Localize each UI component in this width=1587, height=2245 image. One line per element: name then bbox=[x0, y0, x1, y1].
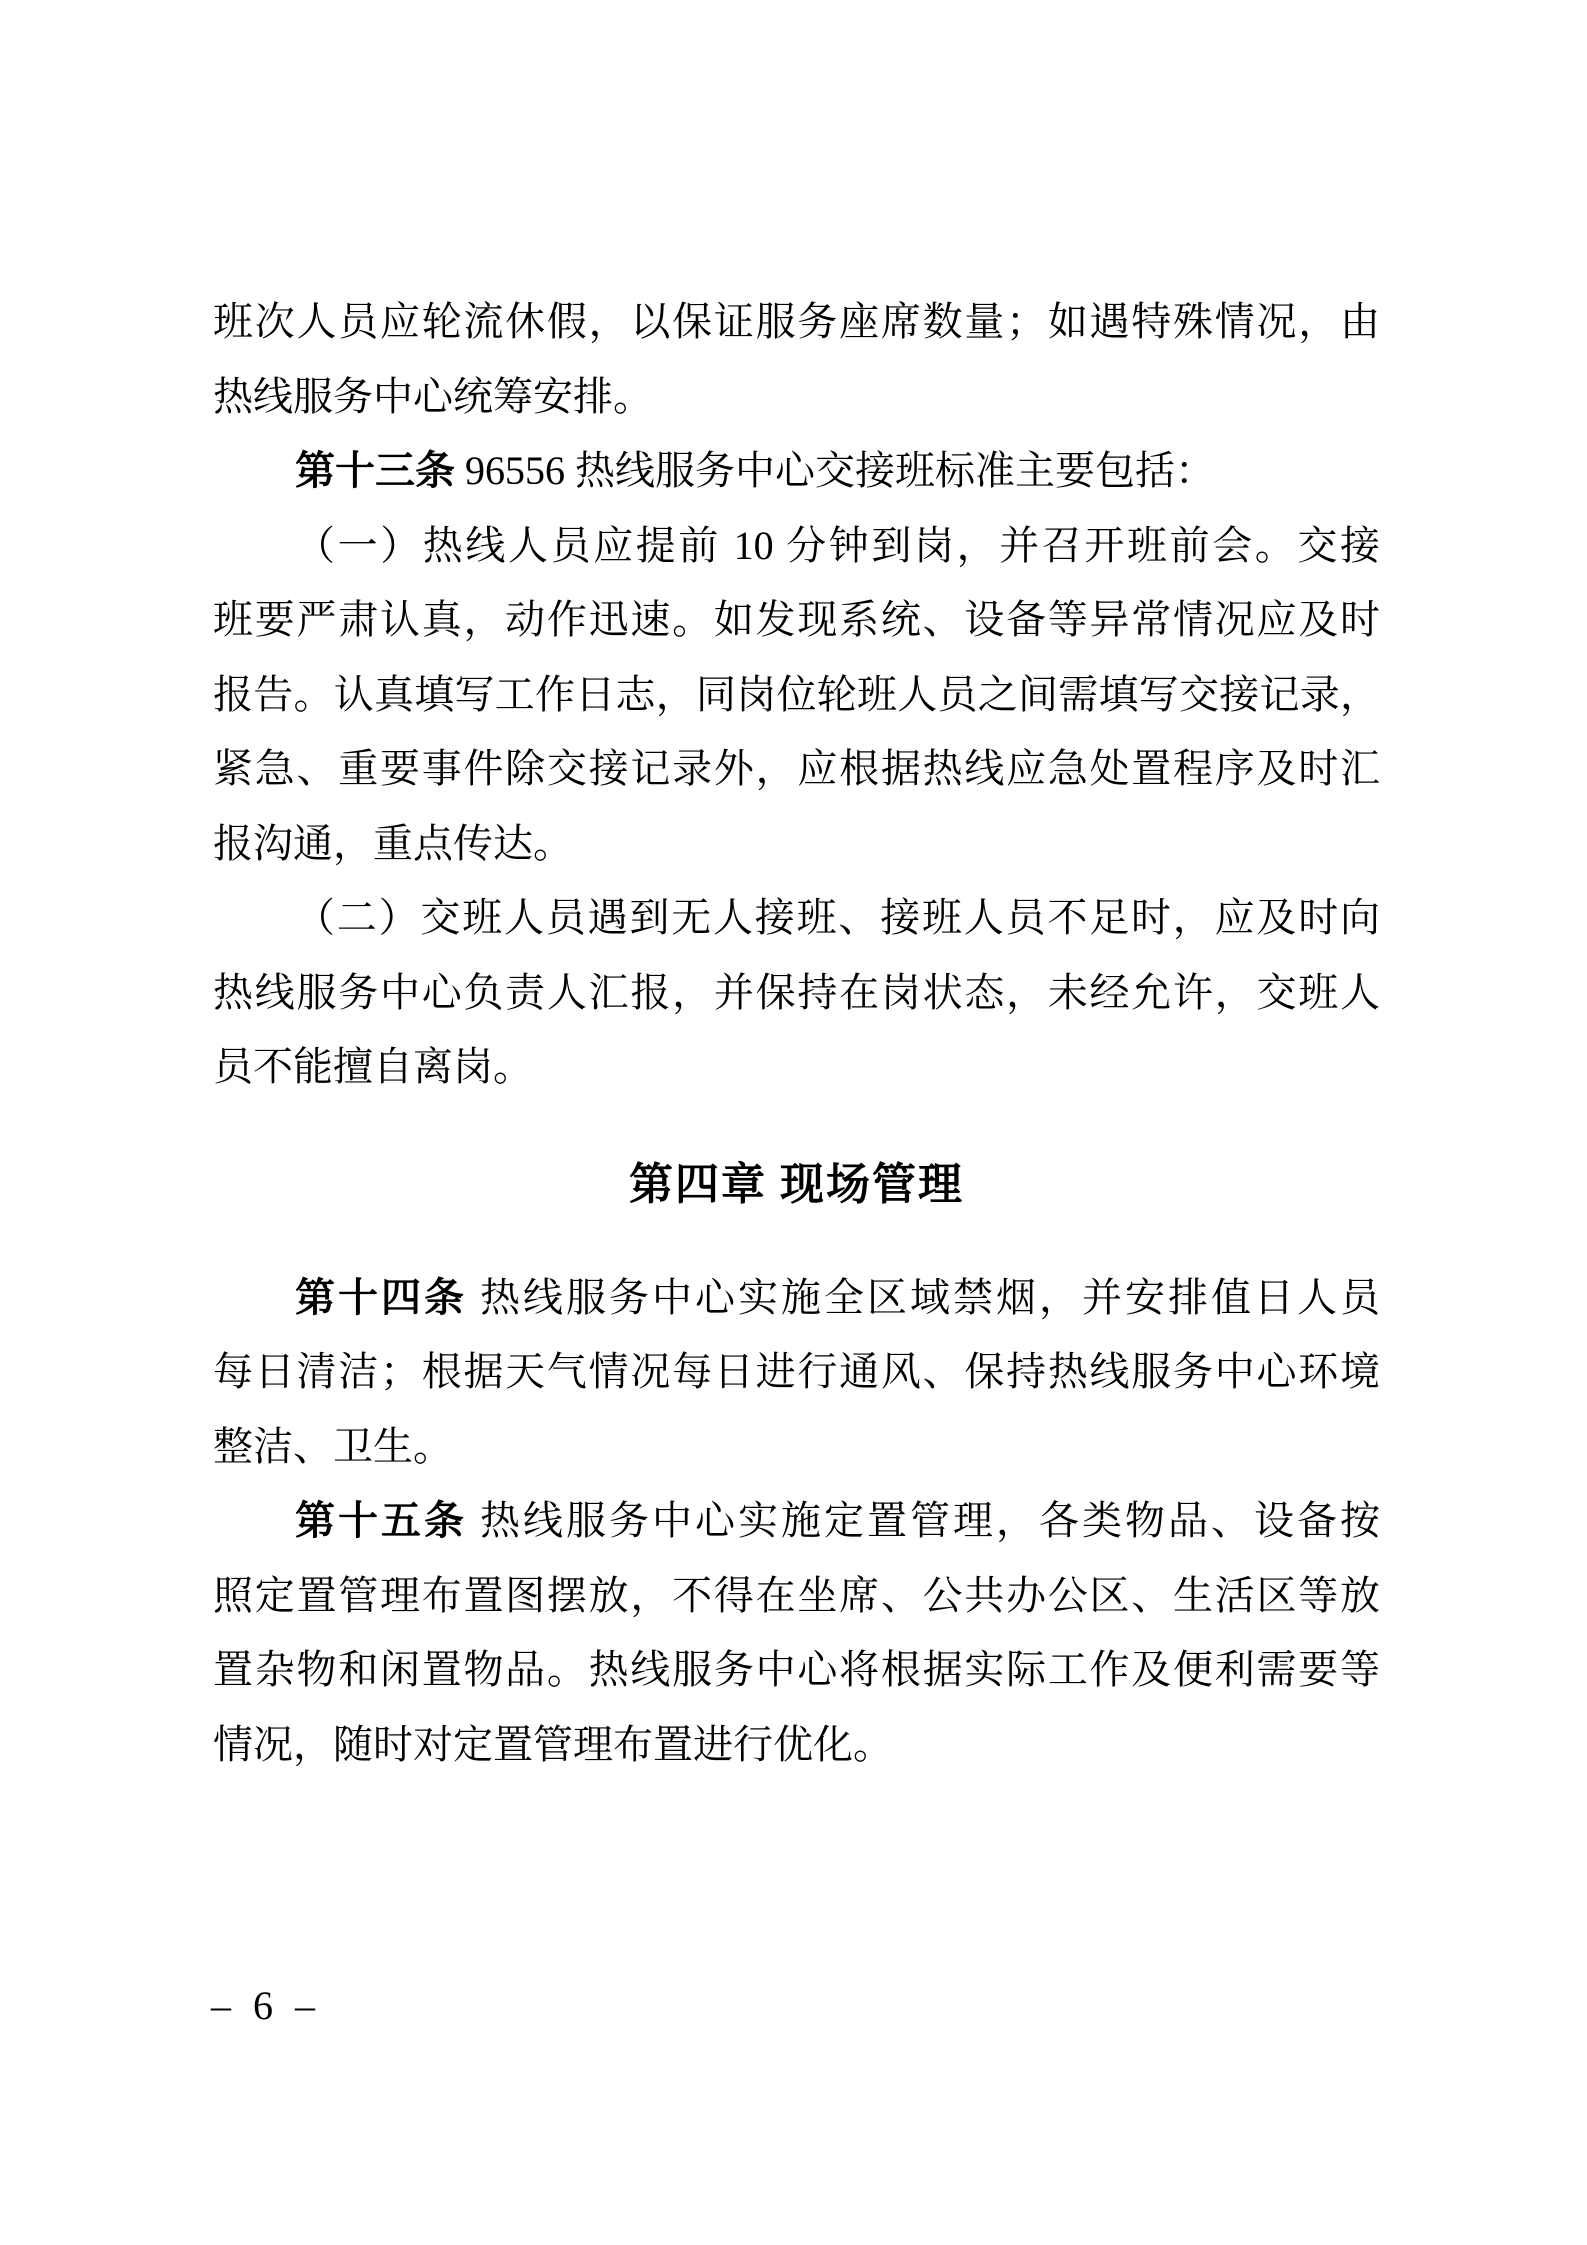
text-line bbox=[213, 509, 1380, 584]
text-line bbox=[213, 1708, 1380, 1783]
text-run: 热线服务中心负责人汇报，并保持在岗状态，未经允许，交班人 bbox=[213, 969, 1380, 1015]
text-line bbox=[213, 1030, 1380, 1105]
text-line bbox=[213, 807, 1380, 882]
text-run: 照定置管理布置图摆放，不得在坐席、公共办公区、生活区等放 bbox=[213, 1572, 1380, 1618]
text-line bbox=[213, 956, 1380, 1031]
text-run: 整洁、卫生。 bbox=[213, 1423, 453, 1469]
text-run: 96556 热线服务中心交接班标准主要包括： bbox=[455, 448, 1215, 493]
text-line bbox=[213, 1335, 1380, 1410]
text-run: （二）交班人员遇到无人接班、接班人员不足时，应及时向 bbox=[295, 895, 1380, 940]
text-run: 第四章 现场管理 bbox=[629, 1159, 964, 1209]
text-line bbox=[213, 1261, 1380, 1336]
text-run: 班要严肃认真，动作迅速。如发现系统、设备等异常情况应及时 bbox=[213, 597, 1380, 642]
article-number-bold-text: 第十四条 bbox=[295, 1275, 467, 1320]
text-line bbox=[213, 732, 1380, 807]
document-body bbox=[213, 285, 1380, 1782]
text-line bbox=[213, 881, 1380, 956]
text-run: 置杂物和闲置物品。热线服务中心将根据实际工作及便利需要等 bbox=[213, 1647, 1380, 1692]
chapter-heading bbox=[213, 1145, 1380, 1225]
text-line bbox=[213, 583, 1380, 658]
text-run: 班次人员应轮流休假，以保证服务座席数量；如遇特殊情况，由 bbox=[213, 299, 1380, 344]
text-line bbox=[213, 1633, 1380, 1708]
text-line bbox=[213, 360, 1380, 435]
text-run: 员不能擅自离岗。 bbox=[213, 1044, 533, 1089]
text-run: 报沟通，重点传达。 bbox=[213, 820, 573, 866]
text-run: 热线服务中心实施定置管理，各类物品、设备按 bbox=[467, 1498, 1380, 1543]
text-line bbox=[213, 434, 1380, 509]
text-run: 情况，随时对定置管理布置进行优化。 bbox=[213, 1721, 893, 1767]
text-run: 报告。认真填写工作日志，同岗位轮班人员之间需填写交接记录， bbox=[213, 671, 1380, 717]
text-line bbox=[213, 1410, 1380, 1485]
text-run: 每日清洁；根据天气情况每日进行通风、保持热线服务中心环境 bbox=[213, 1349, 1380, 1394]
text-line bbox=[213, 285, 1380, 360]
text-line bbox=[213, 658, 1380, 733]
text-line bbox=[213, 1484, 1380, 1559]
text-run: 热线服务中心统筹安排。 bbox=[213, 373, 653, 419]
page-number: – 6 – bbox=[211, 1983, 321, 2028]
text-run: 热线服务中心实施全区域禁烟，并安排值日人员 bbox=[467, 1274, 1380, 1320]
text-run: （一）热线人员应提前 10 分钟到岗，并召开班前会。交接 bbox=[295, 522, 1380, 568]
text-run: 紧急、重要事件除交接记录外，应根据热线应急处置程序及时汇 bbox=[213, 746, 1380, 791]
article-number-bold-text: 第十三条 bbox=[295, 449, 455, 493]
text-line bbox=[213, 1559, 1380, 1634]
article-number-bold-text: 第十五条 bbox=[295, 1499, 467, 1543]
